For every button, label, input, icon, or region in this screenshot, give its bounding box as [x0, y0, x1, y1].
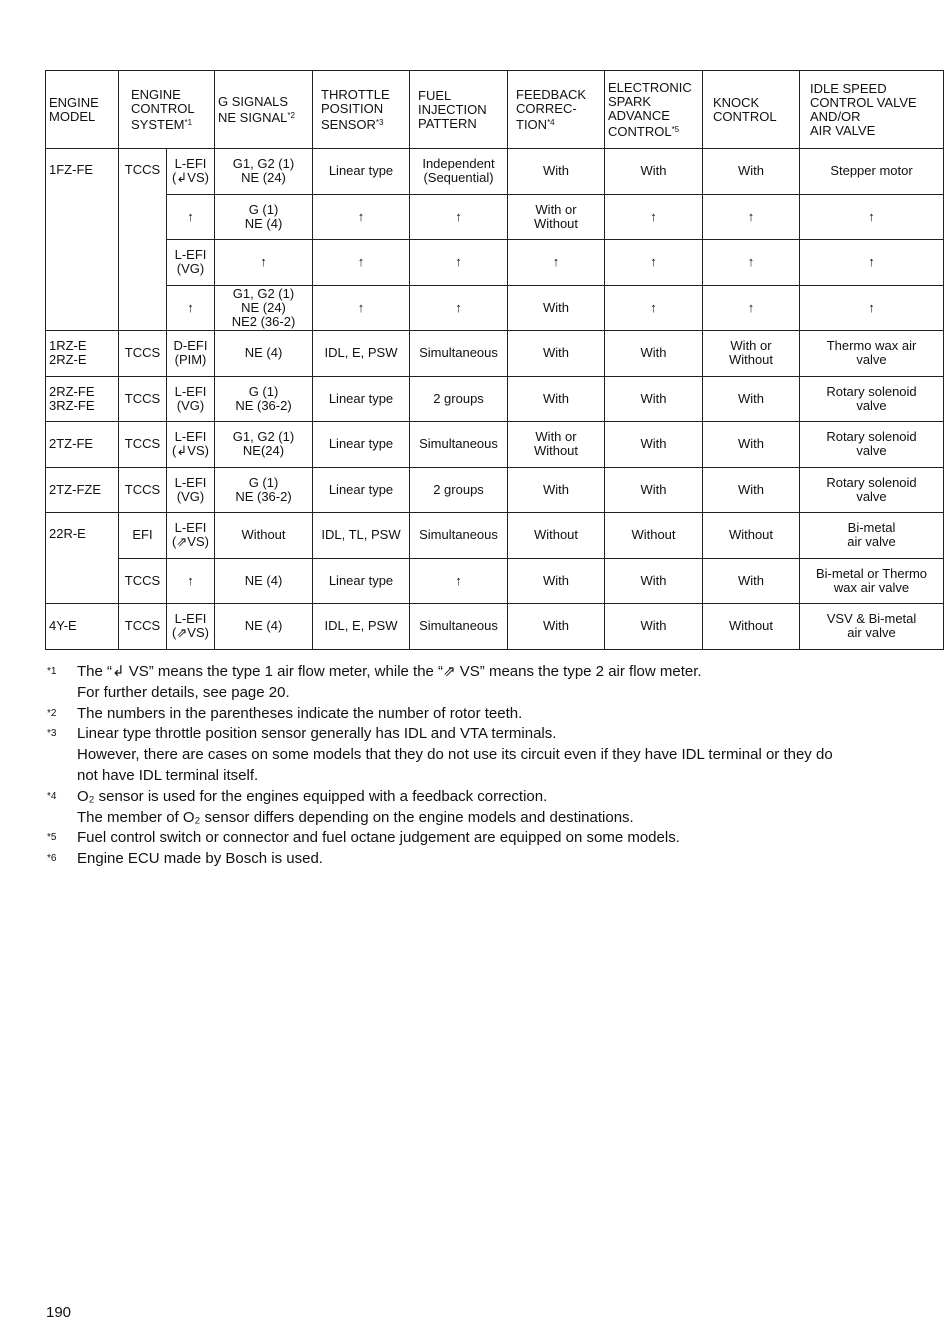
- cell-knock: ↑: [703, 285, 800, 331]
- footnote-5: [47, 828, 947, 849]
- cell-g-signals: ↑: [215, 240, 313, 286]
- cell-feedback: With: [508, 467, 605, 513]
- cell-idle-speed: ↑: [800, 240, 944, 286]
- cell-idle-speed: Rotary solenoid valve: [800, 422, 944, 468]
- header-engine-model: ENGINE MODEL: [46, 71, 119, 149]
- footnote-mark: *4: [547, 117, 555, 127]
- header-idle-speed: IDLE SPEED CONTROL VALVE AND/OR AIR VALVE: [800, 71, 944, 149]
- cell-control-system: TCCS: [119, 558, 167, 604]
- cell-feedback: Without: [508, 513, 605, 559]
- cell-throttle: IDL, E, PSW: [313, 604, 410, 650]
- header-engine-control-label: ENGINE CONTROL SYSTEM: [131, 86, 195, 132]
- cell-g-signals: G1, G2 (1) NE (24): [215, 149, 313, 195]
- cell-knock: With: [703, 467, 800, 513]
- cell-spark-advance: ↑: [605, 240, 703, 286]
- cell-fuel-injection: 2 groups: [410, 467, 508, 513]
- table-row-1fz-fe-3: [46, 240, 944, 286]
- cell-throttle: ↑: [313, 285, 410, 331]
- cell-idle-speed: VSV & Bi-metal air valve: [800, 604, 944, 650]
- cell-throttle: Linear type: [313, 149, 410, 195]
- cell-efi-type: L-EFI (↲VS): [167, 422, 215, 468]
- cell-fuel-injection: Independent (Sequential): [410, 149, 508, 195]
- cell-engine-model: 2TZ-FE: [46, 422, 119, 468]
- cell-knock: With: [703, 149, 800, 195]
- cell-g-signals: G (1) NE (4): [215, 194, 313, 240]
- footnote-4: [47, 787, 947, 829]
- cell-efi-type: L-EFI (⇗VS): [167, 604, 215, 650]
- engine-spec-table: [45, 70, 944, 650]
- cell-engine-model: 1FZ-FE: [46, 149, 119, 331]
- header-spark-advance-label: ELECTRONIC SPARK ADVANCE CONTROL: [608, 79, 692, 139]
- header-engine-control: [119, 71, 215, 149]
- cell-spark-advance: With: [605, 604, 703, 650]
- cell-knock: Without: [703, 604, 800, 650]
- cell-spark-advance: With: [605, 467, 703, 513]
- cell-feedback: With or Without: [508, 194, 605, 240]
- cell-throttle: ↑: [313, 240, 410, 286]
- cell-engine-model: 2RZ-FE 3RZ-FE: [46, 376, 119, 422]
- cell-feedback: ↑: [508, 240, 605, 286]
- cell-idle-speed: ↑: [800, 285, 944, 331]
- cell-efi-type: D-EFI (PIM): [167, 331, 215, 377]
- cell-spark-advance: With: [605, 149, 703, 195]
- header-g-signals: [215, 71, 313, 149]
- cell-feedback: With: [508, 604, 605, 650]
- cell-throttle: IDL, TL, PSW: [313, 513, 410, 559]
- header-knock-control: KNOCK CONTROL: [703, 71, 800, 149]
- cell-g-signals: G (1) NE (36-2): [215, 467, 313, 513]
- cell-control-system: TCCS: [119, 604, 167, 650]
- cell-efi-type: ↑: [167, 285, 215, 331]
- cell-idle-speed: Thermo wax air valve: [800, 331, 944, 377]
- cell-spark-advance: ↑: [605, 194, 703, 240]
- cell-throttle: Linear type: [313, 558, 410, 604]
- cell-fuel-injection: Simultaneous: [410, 422, 508, 468]
- cell-throttle: Linear type: [313, 422, 410, 468]
- header-row: [46, 71, 944, 149]
- cell-efi-type: ↑: [167, 194, 215, 240]
- cell-fuel-injection: Simultaneous: [410, 331, 508, 377]
- table-row-1fz-fe-2: [46, 194, 944, 240]
- cell-idle-speed: Rotary solenoid valve: [800, 376, 944, 422]
- cell-throttle: Linear type: [313, 467, 410, 513]
- footnote-mark: *6: [47, 853, 57, 865]
- footnote-text: The numbers in the parentheses indicate the number of rotor teeth.: [77, 704, 523, 722]
- cell-efi-type: L-EFI (↲VS): [167, 149, 215, 195]
- cell-fuel-injection: ↑: [410, 194, 508, 240]
- cell-throttle: IDL, E, PSW: [313, 331, 410, 377]
- cell-engine-model: 2TZ-FZE: [46, 467, 119, 513]
- table-row-1rz-e: [46, 331, 944, 377]
- footnote-mark: *2: [287, 110, 295, 120]
- cell-spark-advance: With: [605, 422, 703, 468]
- cell-fuel-injection: ↑: [410, 240, 508, 286]
- footnote-3: [47, 724, 947, 786]
- cell-feedback: With: [508, 558, 605, 604]
- cell-knock: Without: [703, 513, 800, 559]
- cell-fuel-injection: ↑: [410, 558, 508, 604]
- cell-control-system: TCCS: [119, 331, 167, 377]
- footnote-mark: *1: [184, 117, 193, 127]
- cell-knock: With or Without: [703, 331, 800, 377]
- cell-engine-model: 1RZ-E 2RZ-E: [46, 331, 119, 377]
- cell-efi-type: L-EFI (VG): [167, 376, 215, 422]
- footnote-6: [47, 849, 947, 870]
- cell-fuel-injection: 2 groups: [410, 376, 508, 422]
- cell-efi-type: ↑: [167, 558, 215, 604]
- cell-feedback: With: [508, 285, 605, 331]
- cell-feedback: With: [508, 331, 605, 377]
- table-row-1fz-fe: [46, 149, 944, 195]
- footnote-text: O₂ sensor is used for the engines equipped with a feedback correction. The member of O₂ sensor differs depending on the engine models and destinations.: [77, 787, 634, 826]
- cell-idle-speed: ↑: [800, 194, 944, 240]
- header-feedback: [508, 71, 605, 149]
- cell-control-system: TCCS: [119, 467, 167, 513]
- cell-throttle: ↑: [313, 194, 410, 240]
- table-row-2tz-fe: [46, 422, 944, 468]
- footnote-mark: *5: [671, 124, 680, 134]
- cell-idle-speed: Bi-metal or Thermo wax air valve: [800, 558, 944, 604]
- cell-efi-type: L-EFI (⇗VS): [167, 513, 215, 559]
- footnote-text: The “↲ VS” means the type 1 air flow meter, while the “⇗ VS” means the type 2 air flow meter. For further details, see page 20.: [77, 663, 702, 701]
- cell-spark-advance: With: [605, 376, 703, 422]
- table-row-22r-e-2: [46, 558, 944, 604]
- table-row-22r-e: [46, 513, 944, 559]
- cell-g-signals: NE (4): [215, 558, 313, 604]
- cell-fuel-injection: Simultaneous: [410, 604, 508, 650]
- footnote-mark: *4: [47, 790, 57, 802]
- footnote-text: Fuel control switch or connector and fuel octane judgement are equipped on some models.: [77, 829, 680, 847]
- footnote-mark: *3: [47, 728, 57, 740]
- footnote-text: Linear type throttle position sensor generally has IDL and VTA terminals. However, there are cases on some models that they do not use its circuit even if they have IDL terminal or they do not have IDL terminal itself.: [77, 725, 833, 784]
- cell-idle-speed: Rotary solenoid valve: [800, 467, 944, 513]
- footnote-mark: *3: [375, 117, 384, 127]
- cell-engine-model: 22R-E: [46, 513, 119, 604]
- header-g-signals-label: G SIGNALS NE SIGNAL: [218, 93, 289, 125]
- footnote-mark: *5: [47, 832, 57, 844]
- cell-spark-advance: ↑: [605, 285, 703, 331]
- cell-idle-speed: Bi-metal air valve: [800, 513, 944, 559]
- cell-g-signals: NE (4): [215, 604, 313, 650]
- cell-knock: With: [703, 558, 800, 604]
- cell-spark-advance: Without: [605, 513, 703, 559]
- header-throttle-label: THROTTLE POSITION SENSOR: [321, 86, 390, 132]
- cell-feedback: With or Without: [508, 422, 605, 468]
- cell-engine-model: 4Y-E: [46, 604, 119, 650]
- cell-spark-advance: With: [605, 331, 703, 377]
- footnote-1: [47, 662, 947, 704]
- cell-knock: With: [703, 376, 800, 422]
- header-fuel-injection: FUEL INJECTION PATTERN: [410, 71, 508, 149]
- cell-knock: ↑: [703, 194, 800, 240]
- cell-knock: With: [703, 422, 800, 468]
- cell-knock: ↑: [703, 240, 800, 286]
- footnote-text: Engine ECU made by Bosch is used.: [77, 850, 323, 868]
- cell-feedback: With: [508, 149, 605, 195]
- cell-g-signals: Without: [215, 513, 313, 559]
- cell-throttle: Linear type: [313, 376, 410, 422]
- table-row-1fz-fe-4: [46, 285, 944, 331]
- cell-control-system: TCCS: [119, 376, 167, 422]
- cell-g-signals: NE (4): [215, 331, 313, 377]
- cell-efi-type: L-EFI (VG): [167, 467, 215, 513]
- cell-fuel-injection: ↑: [410, 285, 508, 331]
- footnotes: [47, 662, 947, 870]
- cell-spark-advance: With: [605, 558, 703, 604]
- cell-control-system: TCCS: [119, 149, 167, 331]
- footnote-2: [47, 704, 947, 725]
- cell-g-signals: G (1) NE (36-2): [215, 376, 313, 422]
- table-row-2tz-fze: [46, 467, 944, 513]
- cell-g-signals: G1, G2 (1) NE(24): [215, 422, 313, 468]
- cell-control-system: EFI: [119, 513, 167, 559]
- cell-idle-speed: Stepper motor: [800, 149, 944, 195]
- cell-efi-type: L-EFI (VG): [167, 240, 215, 286]
- table-row-4y-e: [46, 604, 944, 650]
- cell-control-system: TCCS: [119, 422, 167, 468]
- footnote-mark: *1: [47, 666, 57, 677]
- cell-fuel-injection: Simultaneous: [410, 513, 508, 559]
- cell-feedback: With: [508, 376, 605, 422]
- header-spark-advance: [605, 71, 703, 149]
- table-row-2rz-fe: [46, 376, 944, 422]
- footnote-mark: *2: [47, 707, 57, 719]
- cell-g-signals: G1, G2 (1) NE (24) NE2 (36-2): [215, 285, 313, 331]
- header-throttle: [313, 71, 410, 149]
- header-feedback-label: FEEDBACK CORREC- TION: [516, 86, 587, 132]
- page-number: 190: [46, 1304, 72, 1321]
